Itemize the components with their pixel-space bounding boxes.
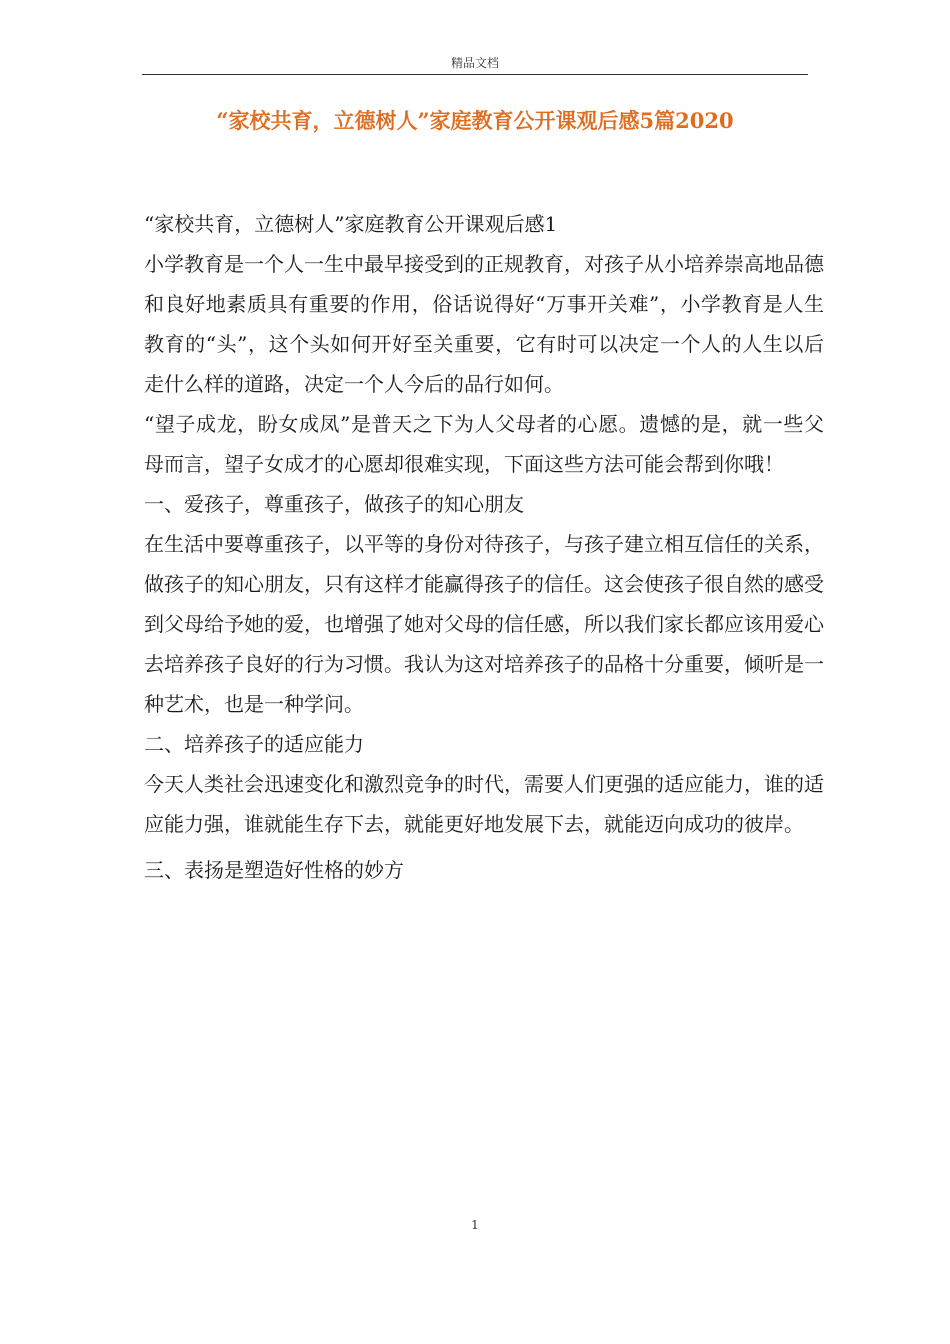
body-paragraph: “望子成龙，盼女成凤”是普天之下为人父母者的心愿。遗憾的是，就一些父母而言，望子女成才的心愿却很难实现，下面这些方法可能会帮到你哦！ — [144, 412, 824, 476]
document-title: “家校共育，立德树人”家庭教育公开课观后感5篇2020 — [216, 108, 734, 133]
body-paragraph: 在生活中要尊重孩子，以平等的身份对待孩子，与孩子建立相互信任的关系，做孩子的知心朋友，只有这样才能赢得孩子的信任。这会使孩子很自然的感受到父母给予她的爱，也增强了她对父母的信任感，所以我们家长都应该用爱心去培养孩子良好的行为习惯。我认为这对培养孩子的品格十分重要，倾听是一种艺术，也是一种学问。 — [144, 532, 824, 716]
page-number: 1 — [471, 1218, 479, 1232]
section-heading: 三、表扬是塑造好性格的妙方 — [144, 858, 404, 882]
subtitle-paragraph: “家校共育，立德树人”家庭教育公开课观后感1 — [144, 212, 558, 236]
header-label: 精品文档 — [450, 56, 499, 70]
document-body — [144, 204, 824, 890]
page-header — [142, 56, 808, 75]
section-heading: 一、爱孩子，尊重孩子，做孩子的知心朋友 — [144, 492, 524, 516]
section-heading: 二、培养孩子的适应能力 — [144, 732, 364, 756]
body-paragraph: 今天人类社会迅速变化和激烈竞争的时代，需要人们更强的适应能力，谁的适应能力强，谁就能生存下去，就能更好地发展下去，就能迈向成功的彼岸。 — [144, 772, 824, 836]
body-paragraph: 小学教育是一个人一生中最早接受到的正规教育，对孩子从小培养崇高地品德和良好地素质具有重要的作用，俗话说得好“万事开关难”，小学教育是人生教育的“头”，这个头如何开好至关重要，它有时可以决定一个人的人生以后走什么样的道路，决定一个人今后的品行如何。 — [144, 252, 824, 396]
